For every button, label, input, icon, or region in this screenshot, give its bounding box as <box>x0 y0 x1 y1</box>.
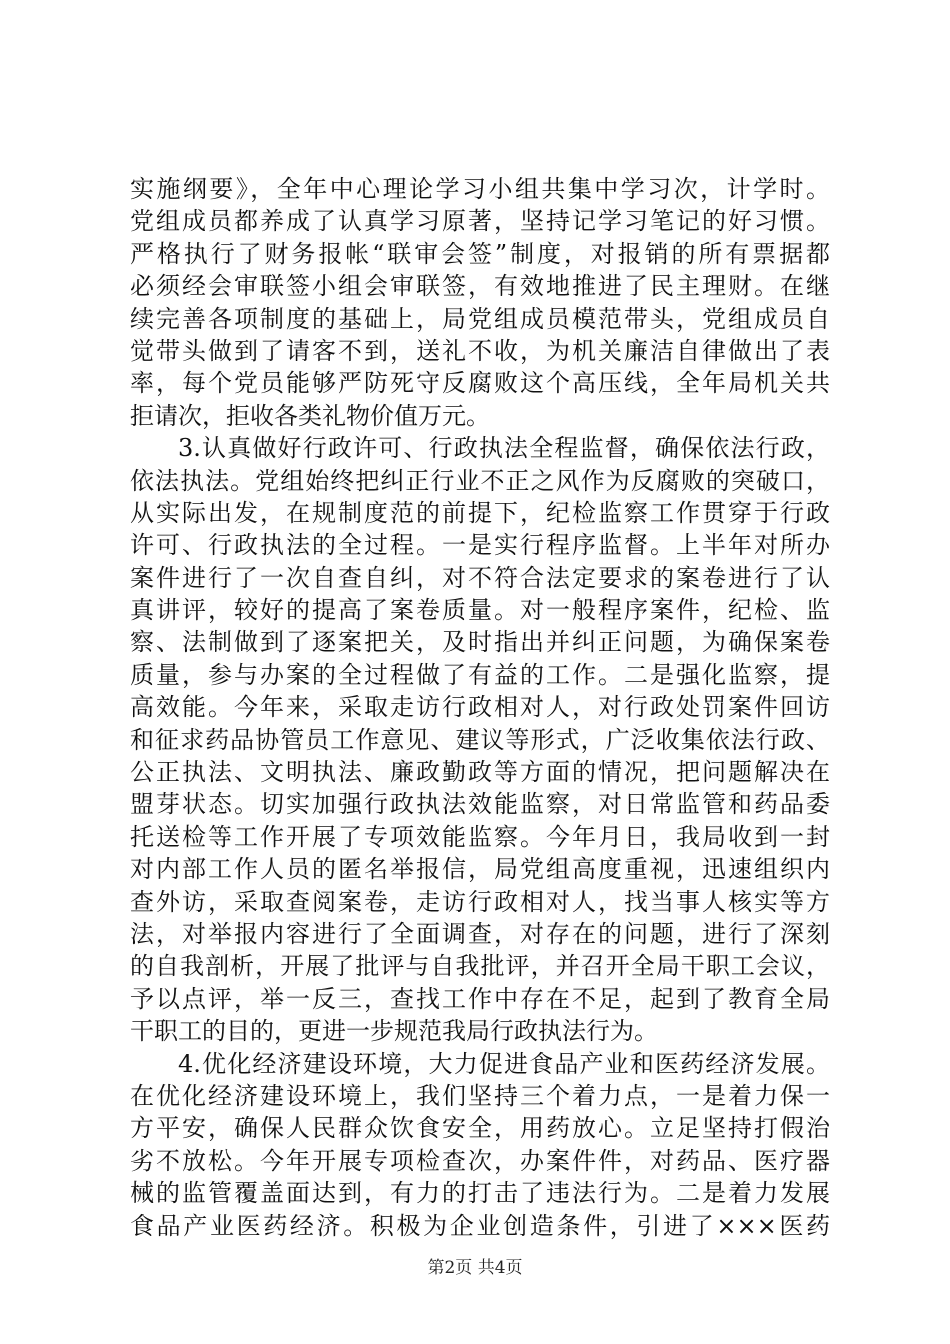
text-line: 从实际出发，在规制度范的前提下，纪检监察工作贯穿于行政 <box>130 498 830 527</box>
text-line: 予以点评，举一反三，查找工作中存在不足，起到了教育全局 <box>130 984 830 1013</box>
text-line: 质量，参与办案的全过程做了有益的工作。二是强化监察，提 <box>130 660 830 689</box>
text-line: 4.优化经济建设环境，大力促进食品产业和医药经济发展。 <box>178 1049 830 1078</box>
text-line: 的自我剖析，开展了批评与自我批评，并召开全局干职工会议， <box>130 952 830 981</box>
text-line: 3.认真做好行政许可、行政执法全程监督，确保依法行政， <box>178 434 830 463</box>
text-line: 党组成员都养成了认真学习原著，坚持记学习笔记的好习惯。 <box>130 207 830 236</box>
text-line: 真讲评，较好的提高了案卷质量。对一般程序案件，纪检、监 <box>130 596 830 625</box>
text-line: 必须经会审联签小组会审联签，有效地推进了民主理财。在继 <box>130 272 830 301</box>
text-line: 公正执法、文明执法、廉政勤政等方面的情况，把问题解决在 <box>130 758 830 787</box>
text-line: 法，对举报内容进行了全面调查，对存在的问题，进行了深刻 <box>130 919 830 948</box>
text-line: 案件进行了一次自查自纠，对不符合法定要求的案卷进行了认 <box>130 563 830 592</box>
text-line: 依法执法。党组始终把纠正行业不正之风作为反腐败的突破口， <box>130 466 830 495</box>
document-body <box>130 173 830 1242</box>
text-line: 械的监管覆盖面达到，有力的打击了违法行为。二是着力发展 <box>130 1179 830 1208</box>
text-line: 率，每个党员能够严防死守反腐败这个高压线，全年局机关共 <box>130 369 830 398</box>
text-line: 严格执行了财务报帐“联审会签”制度，对报销的所有票据都 <box>130 239 830 268</box>
text-line: 觉带头做到了请客不到，送礼不收，为机关廉洁自律做出了表 <box>130 336 830 365</box>
text-line: 高效能。今年来，采取走访行政相对人，对行政处罚案件回访 <box>130 693 830 722</box>
text-line: 和征求药品协管员工作意见、建议等形式，广泛收集依法行政、 <box>130 725 830 754</box>
text-line: 察、法制做到了逐案把关，及时指出并纠正问题，为确保案卷 <box>130 628 830 657</box>
text-line: 劣不放松。今年开展专项检查次，办案件件，对药品、医疗器 <box>130 1146 830 1175</box>
text-line: 对内部工作人员的匿名举报信，局党组高度重视，迅速组织内 <box>130 855 830 884</box>
text-line: 查外访，采取查阅案卷，走访行政相对人，找当事人核实等方 <box>130 887 830 916</box>
text-line: 拒请次，拒收各类礼物价值万元。 <box>130 401 490 430</box>
text-line: 托送检等工作开展了专项效能监察。今年月日，我局收到一封 <box>130 822 830 851</box>
page-footer: 第2页 共4页 <box>427 1258 523 1278</box>
text-line: 干职工的目的，更进一步规范我局行政执法行为。 <box>130 1017 658 1046</box>
text-line: 在优化经济建设环境上，我们坚持三个着力点，一是着力保一 <box>130 1081 830 1110</box>
text-line: 许可、行政执法的全过程。一是实行程序监督。上半年对所办 <box>130 531 830 560</box>
text-line: 方平安，确保人民群众饮食安全，用药放心。立足坚持打假治 <box>130 1114 830 1143</box>
text-line: 续完善各项制度的基础上，局党组成员模范带头，党组成员自 <box>130 304 830 333</box>
text-line: 食品产业医药经济。积极为企业创造条件，引进了×××医药 <box>130 1211 830 1240</box>
text-line: 盟芽状态。切实加强行政执法效能监察，对日常监管和药品委 <box>130 790 830 819</box>
text-line: 实施纲要》，全年中心理论学习小组共集中学习次，计学时。 <box>130 175 830 203</box>
